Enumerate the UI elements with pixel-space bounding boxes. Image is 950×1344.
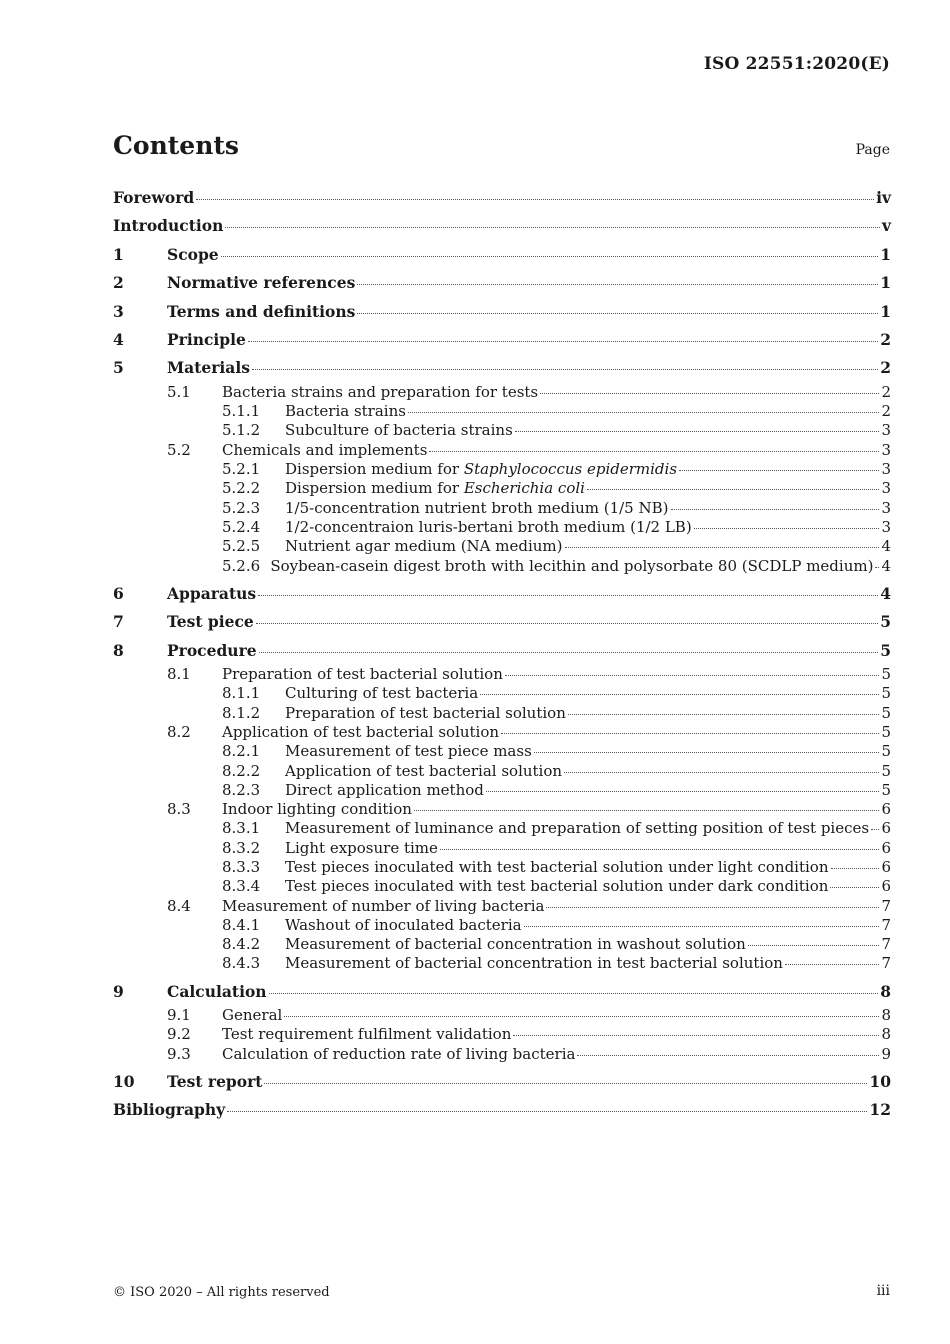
toc-entry-number: 6 [113,583,124,603]
toc-entry-title-text: Terms and definitions [167,301,356,321]
dot-leader [875,567,879,568]
toc-entry-title [285,742,532,761]
toc-entry-number: 5.2.4 [222,517,261,536]
toc-entry-title-text: Procedure [167,640,257,660]
dot-leader [679,470,879,471]
toc-entry-title-text: Soybean-casein digest broth with lecithin and polysorbate 80 (SCDLP medium) [270,556,874,575]
toc-entry[interactable] [113,1045,891,1064]
dot-leader [486,791,880,792]
toc-entry-number: 9.3 [167,1044,191,1063]
toc-entry-title-text: Measurement of number of living bacteria [222,896,545,915]
toc-entry[interactable] [113,479,891,498]
toc-entry-number: 8.1.1 [222,684,261,703]
toc-entry-page: 10 [869,1072,891,1092]
toc-entry[interactable] [113,704,891,723]
toc-entry[interactable] [113,580,891,608]
toc-entry[interactable] [113,800,891,819]
toc-entry-title [222,723,499,742]
toc-entry-number: 8.1 [167,665,191,684]
toc-entry[interactable] [113,1096,891,1124]
toc-entry-page: 6 [881,819,891,838]
dot-leader [357,313,878,314]
toc-entry-title-text: Application of test bacterial solution [222,722,500,741]
toc-entry[interactable] [113,1025,891,1044]
toc-entry-title [285,402,406,421]
dot-leader [196,199,874,200]
toc-entry-page: 3 [881,517,891,536]
toc-entry-page: 8 [880,981,891,1001]
toc-entry-title-text: Measurement of bacterial concentration in test bacterial solution [285,954,783,973]
dot-leader [540,393,879,394]
toc-entry[interactable] [113,608,891,636]
toc-entry-title-text: Scope [167,244,219,264]
toc-entry-title [222,383,538,402]
toc-entry[interactable] [113,954,891,973]
toc-entry-page: 1 [880,301,891,321]
toc-entry-title-text: Dispersion medium for [285,479,464,498]
toc-entry-number: 8.4 [167,896,191,915]
toc-entry-title-text: Test piece [167,612,254,632]
dot-leader [505,675,880,676]
toc-entry-title [285,499,669,518]
toc-entry-title-text: Measurement of luminance and preparation of setting position of test pieces [285,819,870,838]
toc-entry-number: 4 [113,330,124,350]
toc-entry-number: 8.1.2 [222,703,261,722]
toc-entry-page: 6 [881,858,891,876]
toc-entry-title-text: Washout of inoculated bacteria [285,915,522,934]
toc-entry-page: 7 [881,915,891,934]
toc-entry-title-text: Measurement of bacterial concentration in washout solution [285,935,746,954]
toc-entry-title [167,354,250,382]
toc-entry-title-text: Calculation of reduction rate of living bacteria [222,1044,576,1063]
toc-entry-title [285,518,692,537]
toc-entry-title-text: 1/2-concentraion luris-bertani broth medium (1/2 LB) [285,517,692,536]
toc-entry-title-text: Direct application method [285,780,484,799]
toc-entry-number: 8.3.3 [222,858,261,876]
dot-leader [785,964,880,965]
toc-entry-title [285,781,484,800]
toc-entry-page: 3 [881,460,891,479]
toc-entry[interactable] [113,241,891,269]
dot-leader [227,1111,867,1112]
toc-entry-page: 3 [881,498,891,517]
toc-entry-number: 9.1 [167,1006,191,1025]
toc-entry[interactable] [113,402,891,421]
toc-entry-title [167,1068,262,1096]
toc-entry[interactable] [113,858,891,877]
toc-entry-number: 8.4.1 [222,915,261,934]
dot-leader [587,489,879,490]
toc-entry-page: iv [876,188,891,207]
toc-entry[interactable] [113,184,891,212]
toc-entry-number: 8.2.3 [222,780,261,799]
toc-entry-page: 8 [881,1006,891,1025]
dot-leader [269,993,879,994]
toc-entry-page: 6 [881,877,891,896]
toc-entry[interactable] [113,298,891,326]
toc-entry-title [285,479,585,498]
toc-entry-title [285,954,783,973]
toc-entry-page: 5 [881,703,891,722]
dot-leader [515,431,880,432]
toc-entry-title-text: Principle [167,330,246,350]
toc-entry-title [285,460,677,479]
toc-entry-title-text: Measurement of test piece mass [285,742,532,761]
dot-leader [577,1055,879,1056]
toc-entry[interactable] [113,935,891,954]
toc-entry-number: 8.4.3 [222,954,261,973]
toc-entry-title [222,665,503,684]
dot-leader [248,341,878,342]
toc-entry-title-text: Preparation of test bacterial solution [285,703,566,722]
toc-entry-title-text: Apparatus [167,583,257,603]
dot-leader [748,945,880,946]
toc-entry-page: 1 [880,273,891,293]
toc-entry-title-text: Nutrient agar medium (NA medium) [285,537,563,556]
toc-entry-page: v [881,216,891,236]
toc-entry-number: 8.2.1 [222,742,261,761]
toc-entry-number: 5.1 [167,382,191,401]
page-number: iii [876,1283,890,1299]
toc-entry-page: 6 [881,838,891,857]
dot-leader [256,623,878,624]
toc-entry-number: 1 [113,244,124,264]
toc-entry-title [113,1096,225,1124]
toc-entry[interactable] [113,637,891,665]
toc-entry-title [285,935,746,954]
dot-leader [524,926,880,927]
toc-entry-title-text: Foreword [113,188,195,207]
dot-leader [480,694,879,695]
toc-entry-number: 8 [113,640,124,660]
toc-entry-title [285,762,562,781]
toc-entry-title [167,326,246,354]
toc-entry-page: 12 [869,1100,891,1120]
toc-entry-page: 7 [881,954,891,973]
toc-entry[interactable] [113,819,891,838]
toc-entry-page: 5 [881,780,891,799]
toc-entry-title [285,537,563,556]
dot-leader [252,369,878,370]
dot-leader [671,509,880,510]
toc-entry-title-text: Test pieces inoculated with test bacterial solution under light condition [285,858,829,876]
toc-entry[interactable] [113,1006,891,1025]
toc-entry-title-italic: Escherichia coli [463,479,585,498]
toc-entry-number: 5.2 [167,440,191,459]
toc-entry[interactable] [113,742,891,761]
toc-entry-title [270,557,873,576]
toc-entry[interactable] [113,557,891,576]
toc-entry-page: 5 [881,665,891,684]
toc-entry[interactable] [113,762,891,781]
toc-entry-page: 9 [881,1044,891,1063]
toc-entry[interactable] [113,1068,891,1096]
toc-entry-number: 3 [113,301,124,321]
toc-entry-number: 8.3.1 [222,819,261,838]
toc-entry-page: 4 [881,537,891,556]
toc-entry-page: 4 [881,556,891,575]
toc-entry-number: 8.3.2 [222,838,261,857]
toc-entry-title [113,184,194,212]
toc-entry-page: 5 [881,684,891,703]
dot-leader [221,256,879,257]
table-of-contents [113,184,891,1125]
toc-entry[interactable] [113,326,891,354]
toc-entry-title-text: Culturing of test bacteria [285,684,479,703]
toc-entry-title [285,421,513,440]
page-column-label: Page [855,142,890,158]
contents-heading: Contents [113,131,240,160]
toc-entry-number: 8.3 [167,800,191,819]
toc-entry-title [285,819,869,838]
dot-leader [546,907,879,908]
toc-entry-title-text: Preparation of test bacterial solution [222,665,503,684]
toc-entry-title [285,704,566,723]
toc-entry-title [167,637,257,665]
toc-entry-number: 10 [113,1072,135,1092]
toc-entry-title-text: Bacteria strains [285,402,406,421]
dot-leader [284,1016,879,1017]
toc-entry-page: 5 [881,742,891,761]
toc-entry-number: 2 [113,273,124,293]
dot-leader [534,752,880,753]
toc-entry-number: 5.2.3 [222,498,261,517]
toc-entry-title [167,580,256,608]
toc-entry-title-text: Bibliography [113,1100,226,1120]
dot-leader [264,1083,867,1084]
copyright-footer: © ISO 2020 – All rights reserved [113,1285,330,1300]
toc-entry-title-text: Dispersion medium for [285,460,464,479]
toc-entry[interactable] [113,916,891,935]
toc-entry-number: 5.2.6 [222,556,261,575]
dot-leader [564,772,879,773]
dot-leader [225,227,880,228]
dot-leader [408,412,880,413]
toc-entry-number: 5 [113,358,124,378]
toc-entry-page: 1 [880,244,891,264]
toc-entry-page: 8 [881,1025,891,1044]
toc-entry[interactable] [113,684,891,703]
dot-leader [357,284,878,285]
toc-entry-page: 3 [881,440,891,459]
toc-entry-title [285,684,478,703]
toc-entry[interactable] [113,269,891,297]
toc-entry-page: 2 [881,402,891,421]
toc-entry-page: 6 [881,800,891,819]
dot-leader [568,714,880,715]
toc-entry-title [167,241,219,269]
toc-entry-page: 7 [881,896,891,915]
dot-leader [871,829,879,830]
toc-entry-title [222,441,427,460]
toc-entry[interactable] [113,537,891,556]
dot-leader [565,547,880,548]
toc-entry-title-text: Application of test bacterial solution [285,761,563,780]
toc-entry-title-text: Bacteria strains and preparation for tests [222,382,539,401]
toc-entry[interactable] [113,665,891,684]
dot-leader [258,595,878,596]
dot-leader [830,887,879,888]
toc-entry-title [167,269,355,297]
toc-entry-page: 5 [880,612,891,632]
toc-entry-number: 5.2.5 [222,537,261,556]
toc-entry-title [167,608,254,636]
toc-entry-title [222,1006,282,1025]
toc-entry-number: 5.2.2 [222,479,261,498]
toc-entry[interactable] [113,441,891,460]
toc-entry-page: 5 [880,640,891,660]
toc-entry-title-text: Calculation [167,981,267,1001]
toc-entry[interactable] [113,460,891,479]
toc-entry-title-text: Indoor lighting condition [222,800,412,819]
toc-entry-page: 5 [881,722,891,741]
toc-entry-title-text: Introduction [113,216,224,236]
toc-entry-number: 5.1.2 [222,421,261,440]
toc-entry-title-text: Test report [167,1072,263,1092]
toc-entry-title [222,800,412,819]
toc-entry[interactable] [113,978,891,1006]
toc-entry-page: 2 [880,330,891,350]
toc-entry-title-text: Normative references [167,273,356,293]
toc-entry-title [285,839,438,858]
toc-entry-number: 9 [113,981,124,1001]
toc-entry-title [167,978,267,1006]
toc-entry-page: 5 [881,761,891,780]
dot-leader [429,451,879,452]
toc-entry[interactable] [113,383,891,402]
toc-entry-title [285,916,522,935]
toc-entry-page: 3 [881,421,891,440]
toc-entry-number: 8.2.2 [222,761,261,780]
toc-entry[interactable] [113,877,891,896]
toc-entry[interactable] [113,499,891,518]
toc-entry[interactable] [113,421,891,440]
toc-entry-title [285,877,828,896]
toc-entry-number: 8.2 [167,722,191,741]
toc-entry-number: 8.3.4 [222,877,261,896]
toc-entry-title-text: General [222,1006,283,1025]
document-id-header: ISO 22551:2020(E) [703,54,890,74]
dot-leader [831,868,880,869]
toc-entry-title-text: Materials [167,358,250,378]
toc-entry-title [222,897,544,916]
toc-entry[interactable] [113,839,891,858]
toc-entry-title-text: Test pieces inoculated with test bacterial solution under dark condition [285,877,829,896]
toc-entry-number: 5.2.1 [222,460,261,479]
toc-entry-title [167,298,355,326]
toc-entry-page: 3 [881,479,891,498]
dot-leader [259,652,879,653]
toc-entry-title [222,1045,575,1064]
dot-leader [513,1035,879,1036]
toc-entry-title-text: Light exposure time [285,838,438,857]
toc-entry[interactable] [113,354,891,382]
toc-entry[interactable] [113,897,891,916]
toc-entry-number: 7 [113,612,124,632]
toc-entry-page: 7 [881,935,891,954]
toc-entry-title-text: Test requirement fulfilment validation [222,1025,512,1044]
toc-entry-number: 5.1.1 [222,402,261,421]
toc-entry-page: 2 [881,382,891,401]
toc-entry[interactable] [113,212,891,240]
toc-entry-page: 2 [880,358,891,378]
dot-leader [694,528,880,529]
toc-entry[interactable] [113,518,891,537]
dot-leader [414,810,880,811]
toc-entry-title [113,212,223,240]
toc-entry-number: 8.4.2 [222,935,261,954]
toc-entry-title-italic: Staphylococcus epidermidis [463,460,678,479]
toc-entry-title-text: 1/5-concentration nutrient broth medium (1/5 NB) [285,498,669,517]
toc-entry[interactable] [113,781,891,800]
toc-entry-title [222,1025,511,1044]
toc-entry-title-text: Chemicals and implements [222,440,428,459]
toc-entry[interactable] [113,723,891,742]
toc-entry-title-text: Subculture of bacteria strains [285,421,513,440]
toc-entry-page: 4 [880,583,891,603]
dot-leader [501,733,879,734]
toc-entry-number: 9.2 [167,1025,191,1044]
dot-leader [440,849,880,850]
toc-entry-title [285,858,829,877]
